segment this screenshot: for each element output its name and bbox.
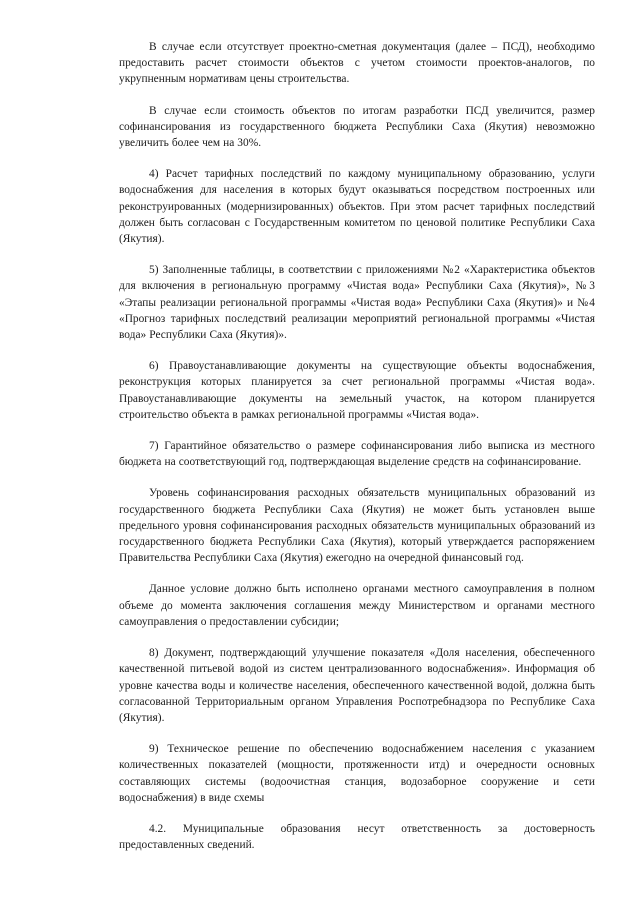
- paragraph-section-4-2: 4.2. Муниципальные образования несут ответственность за достоверность предоставленных сведений.: [119, 822, 595, 852]
- paragraph-psd-increase: В случае если стоимость объектов по итогам разработки ПСД увеличится, размер софинансирования из государственного бюджета Республики Саха (Якутия) невозможно увеличить более чем на 30%.: [119, 104, 595, 150]
- paragraph-condition: Данное условие должно быть исполнено органами местного самоуправления в полном объеме до момента заключения соглашения между Министерством и органами местного самоуправления о предоставлении субсидии;: [119, 583, 595, 628]
- paragraph-item-4: 4) Расчет тарифных последствий по каждому муниципальному образованию, услуги водоснабжения для населения в которых будут оказываться посредством построенных или реконструированных (модернизированных) объектов. При этом расчет тарифных последствий должен быть согласован с Государственным комитетом по ценовой политике Республики Саха (Якутия).: [119, 168, 595, 246]
- paragraph-item-9: 9) Техническое решение по обеспечению водоснабжением населения с указанием количественных показателей (мощности, протяженности итд) и очередности основных составляющих системы (водоочистная станция, водозаборное сооружение и сети водоснабжения) в виде схемы: [119, 743, 595, 804]
- paragraph-item-5: 5) Заполненные таблицы, в соответствии с приложениями №2 «Характеристика объектов для включения в региональную программу «Чистая вода» Республики Саха (Якутия)», №3 «Этапы реализации региональной программы «Чистая вода» Республики Саха (Якутия)» и №4 «Прогноз тарифных последствий реализации мероприятий региональной программы «Чистая вода» Республики Саха (Якутия)».: [119, 264, 595, 342]
- paragraph-item-7: 7) Гарантийное обязательство о размере софинансирования либо выписка из местного бюджета на соответствующий год, подтверждающая выделение средств на софинансирование.: [119, 440, 595, 469]
- paragraph-psd-absent: В случае если отсутствует проектно-сметная документация (далее – ПСД), необходимо предоставить расчет стоимости объектов с учетом стоимости проектов-аналогов, по укрупненным нормативам цены строительства.: [119, 41, 595, 86]
- paragraph-item-8: 8) Документ, подтверждающий улучшение показателя «Доля населения, обеспеченного качественной питьевой водой из систем централизованного водоснабжения». Информация об уровне качества воды и количестве населения, обеспеченного качественной водой, должна быть согласованной Территориальным органом Управления Роспотребнадзора по Республике Саха (Якутия).: [119, 647, 595, 724]
- document-body: [119, 39, 595, 868]
- paragraph-item-6: 6) Правоустанавливающие документы на существующие объекты водоснабжения, реконструкция которых планируется за счет региональной программы «Чистая вода». Правоустанавливающие документы на земельный участок, на котором планируется строительство объекта в рамках региональной программы «Чистая вода».: [119, 360, 595, 421]
- paragraph-cofinancing-level: Уровень софинансирования расходных обязательств муниципальных образований из государственного бюджета Республики Саха (Якутия) не может быть установлен выше предельного уровня софинансирования расходных обязательств муниципальных образований из государственного бюджета Республики Саха (Якутия), который утверждается распоряжением Правительства Республики Саха (Якутия) ежегодно на очередной финансовый год.: [119, 487, 595, 565]
